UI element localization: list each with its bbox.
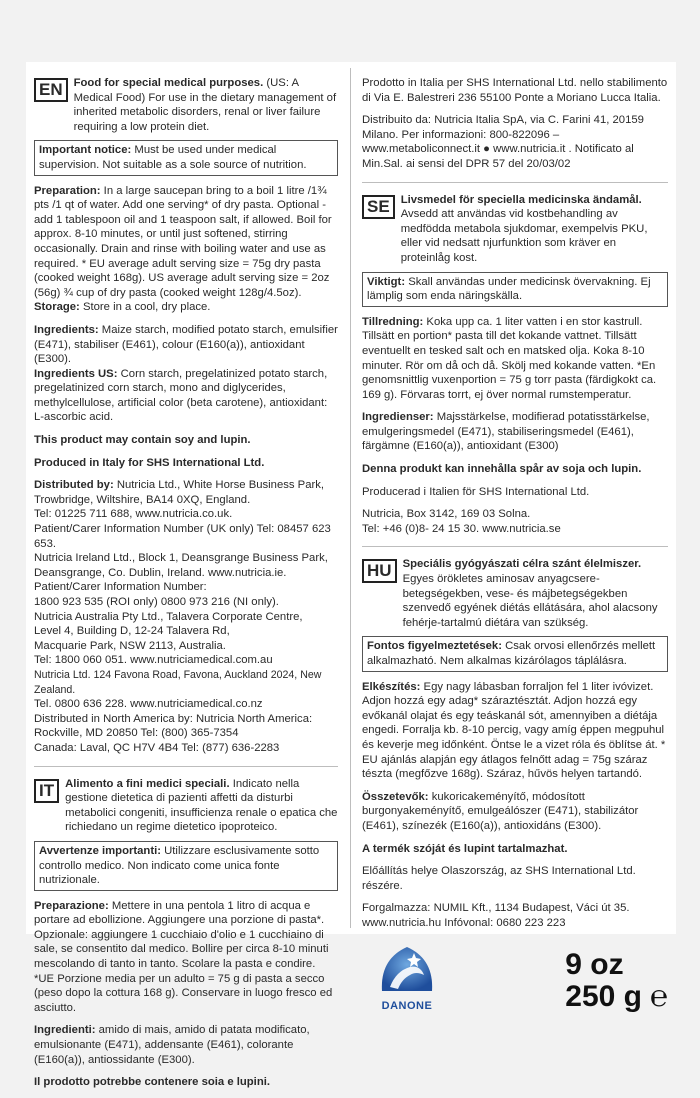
en-produced: Produced in Italy for SHS International Ltd.: [34, 456, 265, 469]
hu-title-text: [403, 557, 668, 630]
hu-prep-label: Elkészítés:: [362, 680, 421, 693]
section-separator: [362, 182, 668, 183]
en-dist-line: Patient/Carer Information Number (UK only) Tel: 08457 623 653.: [34, 523, 331, 550]
it-produced: Prodotto in Italia per SHS International Ltd. nello stabilimento di Via E. Balestreri 236 55100 Ponte a Moriano Lucca Italia.: [362, 77, 668, 104]
en-ing-label: Ingredients:: [34, 323, 99, 336]
en-language-code: EN: [34, 78, 68, 102]
it-distribution: Distribuito da: Nutricia Italia SpA, via C. Farini 41, 20159 Milano. Per informazioni: 800-822096 – www.metaboliconnect.it ● www.nutricia.it . Notificato al Min.Sal. ai sensi del DPR 57 del 20/03/02: [362, 114, 644, 170]
en-important-notice: [34, 140, 338, 175]
se-dist-line: Nutricia, Box 3142, 169 03 Solna.: [362, 508, 531, 521]
se-preparation: [362, 315, 668, 403]
danone-logo: [362, 941, 452, 1014]
en-dist-line: Macquarie Park, NSW 2113, Australia.: [34, 639, 226, 652]
estimated-sign-icon: ℮: [649, 980, 668, 1014]
en-header: [34, 76, 338, 134]
en-title: Food for special medical purposes.: [73, 77, 264, 89]
left-column: [34, 76, 338, 1098]
en-dist-line: Patient/Carer Information Number:: [34, 581, 207, 594]
hu-important-notice: [362, 636, 668, 671]
se-header: [362, 193, 668, 266]
right-column: [362, 76, 668, 1013]
en-prep-text: In a large saucepan bring to a boil 1 litre /1¾ pts /1 qt of water. Add one serving* of dry pasta. Optional - add 1 tablespoon oil and 1 teaspoon salt, if allowed. Boil for approx. 8-10 minutes, or until just softened, stirring occasionally. Drain and rinse with boiling water and use as required. * EU average adult serving size = 75g dry pasta (cooked weight 168g). US average adult serving size = 2oz (56g) ¾ cup of dry pasta (cooked weight 128g/4.5oz).: [34, 184, 332, 299]
it-important-notice: [34, 841, 338, 891]
hu-distribution: [362, 901, 668, 930]
danone-wordmark: DANONE: [381, 999, 433, 1012]
hu-prep-text: Egy nagy lábasban forraljon fel 1 liter ivóvizet. Adjon hozzá egy adag* száraztésztát. Adjon hozzá egy evőkanál olajat és egy teáskanál sót, amennyiben a diétája engedi. Forralja kb. 8-10 percig, vagy amíg éppen megpuhul és keverje meg időnként. Öntse le a vizet róla és öblítse át. * EU ajánlás alapján egy átlagos felnőtt adag = 75g száraz tészta (megfőzve 168g). Száraz, hűvös helyen tartandó.: [362, 680, 666, 781]
en-preparation: [34, 184, 338, 315]
it-notice-text: Utilizzare esclusivamente sotto controllo medico. Non indicato come unica fonte nutrizionale.: [39, 844, 320, 887]
en-ing-text: Maize starch, modified potato starch, emulsifier (E471), stabiliser (E461), colour (E160(a)), antioxidant (E300).: [34, 323, 338, 366]
en-dist-line: Nutricia Australia Pty Ltd., Talavera Corporate Centre,: [34, 610, 303, 623]
section-separator: [34, 766, 338, 767]
hu-dist-line: Forgalmazza: NUMIL Kft., 1134 Budapest, Váci út 35.: [362, 902, 630, 915]
en-dist-first: Nutricia Ltd., White Horse Business Park, Trowbridge, Wiltshire, BA14 0XQ, England.: [34, 479, 325, 506]
hu-produced: Előállítás helye Olaszország, az SHS International Ltd. részére.: [362, 865, 636, 892]
it-notice-label: Avvertenze importanti:: [39, 844, 161, 857]
en-dist-line: 1800 923 535 (ROI only) 0800 973 216 (NI only).: [34, 596, 279, 608]
it-header: [34, 777, 338, 835]
en-dist-line: Rockville, MD 20850 Tel: (800) 365-7354: [34, 727, 239, 740]
se-notice-text: Skall användas under medicinsk övervakning. Ej lämplig som enda näringskälla.: [367, 275, 651, 303]
en-dist-line: Nutricia Ltd. 124 Favona Road, Favona, Auckland 2024, New Zealand.: [34, 668, 322, 696]
hu-allergen: A termék szóját és lupint tartalmazhat.: [362, 842, 568, 855]
se-ingredients: [362, 410, 668, 454]
se-title-rest: Avsedd att användas vid kostbehandling av medfödda metabola sjukdomar, exempelvis PKU, eller vid nedsatt njurfunktion som kräver en proteinlåg kost.: [400, 208, 648, 264]
en-dist-line: Tel: 01225 711 688, www.nutricia.co.uk.: [34, 508, 233, 521]
en-ingredients-us: [34, 367, 338, 425]
se-important-notice: [362, 272, 668, 307]
column-divider: [350, 68, 351, 928]
it-title-rest: Indicato nella gestione dietetica di pazienti affetti da disturbi metabolici congeniti, insufficienza renale o epatica che richiedano un regime dietetico ipoproteico.: [65, 777, 338, 834]
it-prep-label: Preparazione:: [34, 899, 109, 912]
se-ing-text: Majsstärkelse, modifierad potatisstärkelse, emulgeringsmedel (E471), stabiliseringsmedel (E461), färgämne (E160(a)), antioxidant (E300): [362, 411, 650, 453]
en-dist-line: Tel. 0800 636 228. www.nutriciamedical.co.nz: [34, 698, 263, 711]
weight-oz: 9 oz: [565, 948, 624, 982]
en-notice-text: Must be used under medical supervision. Not suitable as a sole source of nutrition.: [39, 144, 307, 171]
en-dist-line: Canada: Laval, QC H7V 4B4 Tel: (877) 636-2283: [34, 741, 280, 754]
it-language-code: IT: [34, 779, 59, 803]
it-prep-text: Mettere in una pentola 1 litro di acqua e portare ad ebollizione. Aggiungere una porzione di pasta*. Opzionale: aggiungere 1 cucchiaio d'olio e 1 cucchiaino di sale, se consentito dal medico. Bollire per circa 8-10 minuti mescolando di tanto in tanto. Scolare la pasta e condire. *UE Porzione media per un adulto = 75 g di pasta a secco (peso dopo la cottura 168 g). Conservare in luogo fresco ed asciutto.: [34, 899, 333, 1014]
en-title-rest: (US: A Medical Food) For use in the dietary management of inherited metabolic disorders, renal or liver failure requiring a low protein diet.: [73, 77, 337, 133]
hu-preparation: [362, 680, 668, 782]
hu-ing-label: Összetevők:: [362, 790, 429, 803]
label-panel: [26, 62, 676, 1089]
se-ing-label: Ingredienser:: [362, 411, 434, 424]
en-dist-line: Nutricia Ireland Ltd., Block 1, Deansgrange Business Park, Deansgrange, Co. Dublin, Ireland. www.nutricia.ie.: [34, 552, 328, 579]
en-ing-us-text: Corn starch, pregelatinized potato starch, pregelatinized corn starch, mono and diglycerides, methylcellulose, artificial color (beta carotene), antioxidant: L-ascorbic acid.: [34, 367, 328, 424]
it-allergen: Il prodotto potrebbe contenere soia e lupini.: [34, 1076, 270, 1089]
en-title-text: [74, 76, 338, 134]
it-ing-label: Ingredienti:: [34, 1024, 96, 1037]
en-dist-line: Tel: 1800 060 051. www.nutriciamedical.com.au: [34, 654, 273, 667]
section-separator: [362, 546, 668, 547]
en-prep-label: Preparation:: [34, 184, 101, 197]
en-distribution: [34, 478, 338, 755]
it-ing-text: amido di mais, amido di patata modificato, emulsionante (E471), addensante (E461), colorante (E160(a)), antiossidante (E300).: [34, 1024, 310, 1066]
hu-ing-text: kukoricakeményítő, módosított burgonyakeményítő, emulgeálószer (E471), stabilizátor (E461), színezék (E160(a)), antioxidáns (E300).: [362, 790, 639, 832]
hu-title: Speciális gyógyászati célra szánt élelmiszer.: [402, 558, 642, 571]
se-prep-label: Tillredning:: [362, 315, 424, 328]
en-notice-label: Important notice:: [39, 144, 132, 157]
it-title-text: [65, 777, 338, 835]
it-ingredients: [34, 1023, 338, 1067]
se-prep-text: Koka upp ca. 1 liter vatten i en stor kastrull. Tillsätt en portion* pasta till det kokande vattnet. Tillsätt eventuellt en tesked salt och en matsked olja. Koka 8-10 minuter. Rör om då och då. Skölj med kokande vatten. *En genomsnittlig vuxenportion = 75 g torr pasta (färdigkokt ca. 169 g). Förvaras torrt, ej över normal rumstemperatur.: [362, 315, 657, 401]
it-title: Alimento a fini medici speciali.: [65, 777, 230, 790]
se-dist-line: Tel: +46 (0)8- 24 15 30. www.nutricia.se: [362, 522, 561, 535]
en-ingredients: [34, 323, 338, 367]
weight-grams-row: [565, 981, 668, 1013]
hu-ingredients: [362, 790, 668, 834]
se-title: Livsmedel för speciella medicinska ändamål.: [400, 193, 642, 206]
hu-notice-label: Fontos figyelmeztetések:: [367, 640, 502, 653]
weight-grams: 250 g: [565, 980, 642, 1014]
se-title-text: [401, 193, 668, 266]
hu-language-code: HU: [362, 559, 397, 583]
se-notice-label: Viktigt:: [367, 275, 406, 288]
brand-weight-row: [362, 941, 668, 1014]
en-dist-label: Distributed by:: [34, 479, 114, 492]
it-preparation: [34, 899, 338, 1016]
hu-notice-text: Csak orvosi ellenőrzés mellett alkalmazható. Nem alkalmas kizárólagos táplálásra.: [367, 640, 656, 667]
se-distribution: [362, 507, 668, 536]
hu-title-rest: Egyes örökletes aminosav anyagcsere-betegségekben, vese- és májbetegségekben szenvedő egyének diétás ellátására, ahol alacsony fehérje-tartalmú diétára van szükség.: [402, 573, 658, 629]
en-dist-line: Level 4, Building D, 12-24 Talavera Rd,: [34, 625, 230, 638]
hu-dist-line: www.nutricia.hu Infóvonal: 0680 223 223: [362, 916, 566, 929]
en-ing-us-label: Ingredients US:: [34, 367, 118, 380]
net-weight: [565, 949, 668, 1013]
en-storage-label: Storage:: [34, 301, 80, 314]
danone-logo-icon: [376, 941, 438, 999]
se-produced: Producerad i Italien för SHS International Ltd.: [362, 485, 590, 498]
en-storage-text: Store in a cool, dry place.: [79, 301, 211, 314]
hu-header: [362, 557, 668, 630]
en-dist-line: Distributed in North America by: Nutricia North America:: [34, 712, 313, 725]
se-language-code: SE: [362, 195, 395, 219]
se-allergen: Denna produkt kan innehålla spår av soja och lupin.: [362, 463, 642, 476]
en-allergen: This product may contain soy and lupin.: [34, 434, 251, 447]
